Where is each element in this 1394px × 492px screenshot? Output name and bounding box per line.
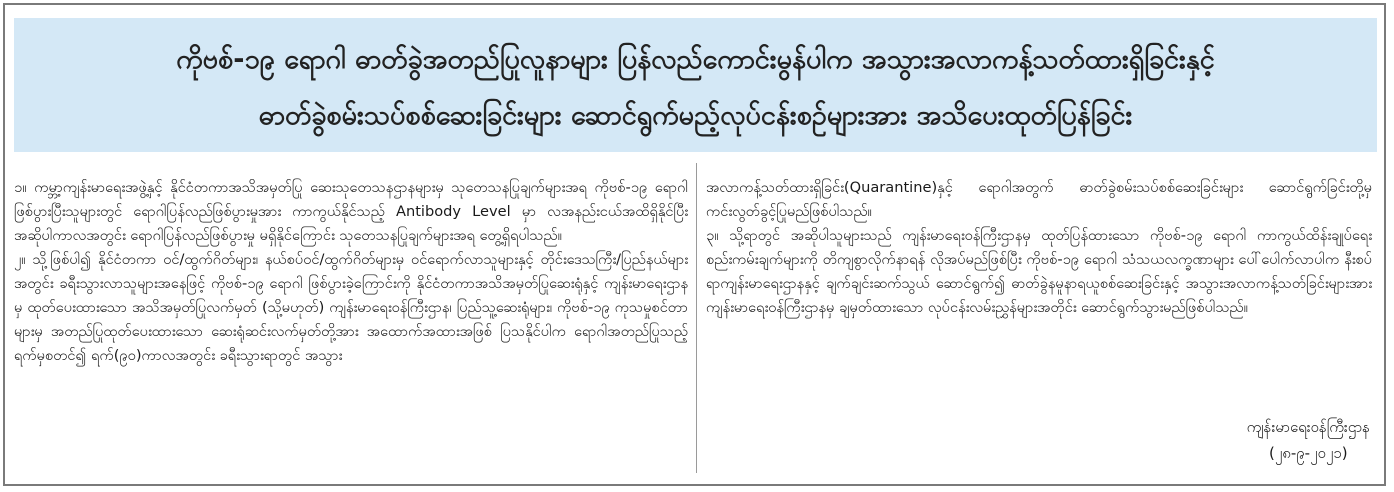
- paragraph-2: ၂။ သို့ဖြစ်ပါ၍ နိုင်ငံတကာ ဝင်/ထွက်ဂိတ်များ၊ နယ်စပ်ဝင်/ထွက်ဂိတ်များမှ ဝင်ရောက်လာသူများနှင့် တိုင်းဒေသကြီး/ပြည်နယ်များအတွင်း ခရီးသွားလာသူများအနေဖြင့် ကိုဗစ်-၁၉ ရောဂါ ဖြစ်ပွားခဲ့ကြောင်းကို နိုင်ငံတကာအသိအမှတ်ပြုဆေးရုံနှင့် ကျန်းမာရေးဌာနမှ ထုတ်ပေးထားသော အသိအမှတ်ပြုလက်မှတ် (သို့မဟုတ်) ကျန်းမာရေးဝန်ကြီးဌာန၊ ပြည်သူ့ဆေးရုံများ၊ ကိုဗစ်-၁၉ ကုသမှုစင်တာများမှ အတည်ပြုထုတ်ပေးထားသော ဆေးရုံဆင်းလက်မှတ်တို့အား အထောက်အထားအဖြစ် ပြသနိုင်ပါက ရောဂါအတည်ပြုသည့်ရက်မှစတင်၍ ရက်(၉၀)ကာလအတွင်း ခရီးသွားရာတွင် အသွား: [14, 251, 688, 364]
- announcement-header: [14, 18, 1377, 152]
- issue-date: (၂၈-၉-၂၀၂၁): [1269, 444, 1348, 462]
- left-column: [14, 176, 688, 476]
- paragraph-2-continued: အလာကန့်သတ်ထားရှိခြင်း(Quarantine)နှင့် ရောဂါအတွက် ဓာတ်ခွဲစမ်းသပ်စစ်ဆေးခြင်းများ ဆောင်ရွက်ခြင်းတို့မှ ကင်းလွတ်ခွင့်ပြုမည်ဖြစ်ပါသည်။: [706, 179, 1372, 220]
- signature-block: [1247, 414, 1370, 466]
- paragraph-1: ၁။ ကမ္ဘာ့ကျန်းမာရေးအဖွဲ့နှင့် နိုင်ငံတကာအသိအမှတ်ပြု ဆေးသုတေသနဌာနများမှ သုတေသနပြုချက်များအရ ကိုဗစ်-၁၉ ရောဂါ ဖြစ်ပွားပြီးသူများတွင် ရောဂါပြန်လည်ဖြစ်ပွားမှုအား ကာကွယ်နိုင်သည့် Antibody Level မှာ လအနည်းငယ်အထိရှိနိုင်ပြီး အဆိုပါကာလအတွင်း ရောဂါပြန်လည်ဖြစ်ပွားမှု မရှိနိုင်ကြောင်း သုတေသနပြုချက်များအရ တွေ့ရှိရပါသည်။: [14, 179, 688, 244]
- issuing-department: ကျန်းမာရေးဝန်ကြီးဌာန: [1246, 418, 1370, 436]
- paragraph-3: ၃။ သို့ရာတွင် အဆိုပါသူများသည် ကျန်းမာရေးဝန်ကြီးဌာနမှ ထုတ်ပြန်ထားသော ကိုဗစ်-၁၉ ရောဂါ ကာကွယ်ထိန်းချုပ်ရေး စည်းကမ်းချက်များကို တိကျစွာလိုက်နာရန် လိုအပ်မည်ဖြစ်ပြီး ကိုဗစ်-၁၉ ရောဂါ သံသယလက္ခဏာများ ပေါ်ပေါက်လာပါက နီးစပ်ရာကျန်းမာရေးဌာနနှင့် ချက်ချင်းဆက်သွယ် ဆောင်ရွက်၍ ဓာတ်ခွဲနမူနာရယူစစ်ဆေးခြင်းနှင့် အသွားအလာကန့်သတ်ခြင်းများအား ကျန်းမာရေးဝန်ကြီးဌာနမှ ချမှတ်ထားသော လုပ်ငန်းလမ်းညွှန်များအတိုင်း ဆောင်ရွက်သွားမည်ဖြစ်ပါသည်။: [706, 227, 1372, 316]
- column-divider: [696, 163, 697, 473]
- title-line-1: ကိုဗစ်-၁၉ ရောဂါ ဓာတ်ခွဲအတည်ပြုလူနာများ ပြန်လည်ကောင်းမွန်ပါက အသွားအလာကန့်သတ်ထားရှိခြင်းနှင့်: [176, 44, 1215, 75]
- title-line-2: ဓာတ်ခွဲစမ်းသပ်စစ်ဆေးခြင်းများ ဆောင်ရွက်မည့်လုပ်ငန်းစဉ်များအား အသိပေးထုတ်ပြန်ခြင်း: [258, 100, 1133, 131]
